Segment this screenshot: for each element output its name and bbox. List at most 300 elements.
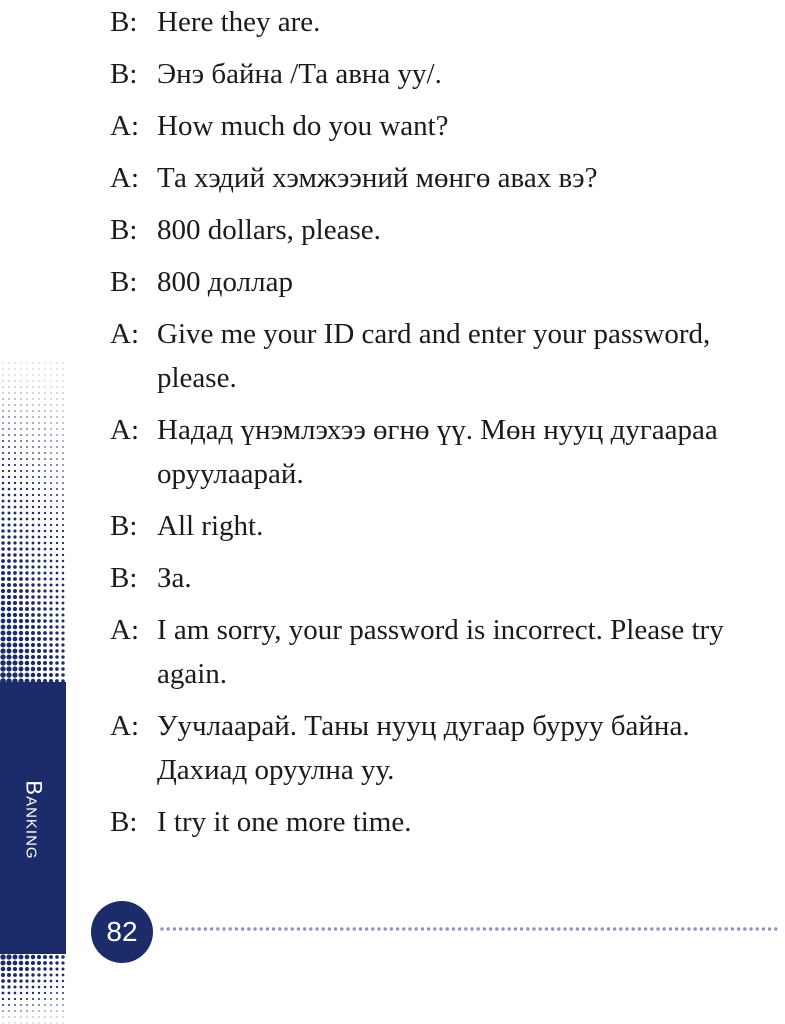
halftone-dot [62, 968, 65, 971]
halftone-dot [63, 399, 64, 400]
halftone-dot [21, 381, 22, 382]
halftone-dot [8, 506, 11, 509]
halftone-dot [8, 404, 9, 405]
halftone-dot [63, 1017, 64, 1018]
halftone-dot [57, 387, 58, 388]
halftone-dot [25, 589, 29, 593]
speaker-label: A: [110, 110, 139, 142]
halftone-dot [32, 398, 33, 399]
rule-dot [594, 927, 597, 930]
halftone-dot [25, 613, 29, 617]
dialogue-line [110, 408, 760, 496]
halftone-dot [43, 637, 47, 641]
line-text: Here they are. [157, 6, 321, 38]
halftone-dot [9, 375, 10, 376]
rule-dot [229, 927, 232, 930]
halftone-dot [13, 535, 16, 538]
rule-dot [322, 927, 325, 930]
halftone-dot [20, 422, 21, 423]
halftone-dot [25, 583, 29, 587]
halftone-dot [37, 973, 40, 976]
rule-dot [272, 927, 275, 930]
halftone-dot [44, 398, 45, 399]
halftone-dot [57, 1023, 58, 1024]
rule-dot [216, 927, 219, 930]
halftone-dot [8, 494, 11, 497]
halftone-dot [20, 446, 22, 448]
halftone-dot [15, 369, 16, 370]
halftone-dot [50, 986, 52, 988]
halftone-dot [38, 548, 41, 551]
halftone-dot [32, 434, 34, 436]
line-text: Надад үнэмлэхээ өгнө үү. Мөн нууц дугаараа оруулаарай. [157, 414, 718, 490]
halftone-dot [32, 416, 33, 417]
halftone-dot [21, 387, 22, 388]
halftone-dot [63, 393, 64, 394]
halftone-dot [25, 565, 28, 568]
halftone-dot [25, 649, 29, 653]
halftone-dot [50, 560, 53, 563]
halftone-dot [45, 393, 46, 394]
halftone-dot [62, 974, 65, 977]
line-text: How much do you want? [157, 110, 449, 142]
halftone-dot [43, 661, 47, 665]
halftone-dot [31, 613, 35, 617]
halftone-dot [57, 393, 58, 394]
halftone-dot [2, 404, 3, 405]
rule-dot [241, 927, 244, 930]
halftone-dot [62, 416, 63, 417]
halftone-dot [15, 363, 16, 364]
halftone-dot [55, 631, 58, 634]
halftone-dot [37, 631, 41, 635]
rule-dot [309, 927, 312, 930]
halftone-dot [44, 428, 45, 429]
speaker-label: B: [110, 510, 138, 542]
halftone-dot [2, 386, 3, 387]
halftone-dot [38, 560, 41, 563]
halftone-dot [55, 667, 59, 671]
halftone-dot [32, 482, 34, 484]
halftone-dot [56, 422, 57, 423]
line-text: Give me your ID card and enter your password, please. [157, 318, 711, 394]
section-label-text: Banking [22, 780, 47, 860]
halftone-dot [13, 979, 16, 982]
halftone-dot [0, 648, 5, 653]
rule-dot [464, 927, 467, 930]
halftone-dot [62, 506, 64, 508]
halftone-dot [44, 500, 46, 502]
halftone-dot [44, 410, 45, 411]
rule-dot [700, 927, 703, 930]
halftone-dot [8, 458, 10, 460]
halftone-dot [56, 980, 59, 983]
halftone-dot [44, 464, 46, 466]
halftone-dot [7, 571, 11, 575]
rule-dot [501, 927, 504, 930]
halftone-dot [38, 542, 41, 545]
halftone-dot [26, 1016, 27, 1017]
halftone-dot [8, 464, 10, 466]
section-label [14, 770, 54, 870]
halftone-dot [38, 986, 41, 989]
halftone-dot [27, 363, 28, 364]
halftone-dot [7, 595, 11, 599]
halftone-dot [26, 524, 29, 527]
halftone-dot [13, 649, 18, 654]
halftone-dot [38, 494, 40, 496]
halftone-dot [19, 955, 24, 960]
halftone-dot [37, 955, 41, 959]
halftone-dot [32, 446, 34, 448]
halftone-dot [20, 470, 22, 472]
rule-dot [359, 927, 362, 930]
halftone-dot [38, 536, 41, 539]
halftone-dot [13, 595, 17, 599]
halftone-dot [44, 416, 45, 417]
halftone-dot [13, 583, 17, 587]
halftone-dot [56, 566, 59, 569]
halftone-dot [57, 1017, 58, 1018]
halftone-dot [62, 476, 64, 478]
halftone-dot [3, 369, 4, 370]
rule-dot [570, 927, 573, 930]
halftone-dot [8, 446, 10, 448]
halftone-dot [44, 404, 45, 405]
halftone-dot [49, 667, 53, 671]
halftone-dot [26, 518, 29, 521]
halftone-dot [56, 590, 59, 593]
halftone-dot [7, 607, 11, 611]
halftone-dot [38, 554, 41, 557]
rule-dot [384, 927, 387, 930]
halftone-dot [14, 524, 17, 527]
halftone-dot [32, 530, 35, 533]
halftone-dot [3, 1023, 4, 1024]
halftone-dot [56, 554, 59, 557]
rule-dot [520, 927, 523, 930]
halftone-dot [25, 967, 29, 971]
dialogue-line [110, 504, 760, 548]
halftone-dot [62, 440, 63, 441]
halftone-dot [62, 560, 64, 562]
halftone-dot [56, 602, 59, 605]
halftone-dot [44, 542, 47, 545]
halftone-dot [57, 375, 58, 376]
rule-dot [160, 927, 163, 930]
halftone-dot [56, 488, 58, 490]
halftone-dot [2, 494, 5, 497]
halftone-dot [38, 980, 41, 983]
rule-dot [638, 927, 641, 930]
halftone-dot [6, 654, 11, 659]
halftone-dot [1, 613, 6, 618]
halftone-dot [38, 458, 40, 460]
halftone-dot [44, 986, 47, 989]
halftone-dot [25, 973, 29, 977]
halftone-dot [19, 967, 23, 971]
halftone-dot [14, 422, 16, 424]
halftone-dot [13, 637, 18, 642]
halftone-dot [1, 559, 5, 563]
halftone-dot [62, 422, 63, 423]
halftone-dot [43, 967, 46, 970]
rule-dot [613, 927, 616, 930]
halftone-dot [32, 392, 33, 393]
halftone-dot [32, 992, 34, 994]
halftone-dot [56, 410, 57, 411]
halftone-dot [14, 482, 16, 484]
rule-dot [346, 927, 349, 930]
halftone-dot [62, 596, 65, 599]
halftone-dot [50, 1010, 51, 1011]
halftone-dot [19, 655, 24, 660]
halftone-dots-bottom [0, 954, 66, 1024]
halftone-dot [27, 387, 28, 388]
halftone-dot [62, 470, 64, 472]
halftone-dot [13, 565, 17, 569]
rule-dot [297, 927, 300, 930]
halftone-dot [38, 992, 40, 994]
halftone-dot [32, 986, 35, 989]
halftone-dot [14, 416, 15, 417]
halftone-dot [13, 631, 18, 636]
halftone-dot [14, 434, 16, 436]
halftone-dot [20, 992, 23, 995]
halftone-dot [14, 470, 16, 472]
rule-dot [353, 927, 356, 930]
halftone-dot [19, 583, 23, 587]
halftone-dot [7, 625, 12, 630]
halftone-dot [1, 547, 5, 551]
halftone-dot [2, 998, 4, 1000]
halftone-dot [7, 613, 11, 617]
halftone-dot [50, 548, 53, 551]
halftone-dot [45, 363, 46, 364]
halftone-dot [25, 547, 28, 550]
halftone-dot [49, 967, 52, 970]
halftone-dot [39, 393, 40, 394]
halftone-dot [43, 595, 46, 598]
halftone-dot [13, 613, 17, 617]
halftone-dot [39, 387, 40, 388]
halftone-dot [26, 470, 28, 472]
halftone-dot [38, 518, 40, 520]
halftone-dot [21, 363, 22, 364]
halftone-dot [50, 974, 53, 977]
rule-dot [179, 927, 182, 930]
halftone-dot [25, 625, 29, 629]
halftone-dot [20, 500, 23, 503]
halftone-dot [38, 446, 40, 448]
halftone-dot [19, 565, 22, 568]
dialogue-line [110, 704, 760, 792]
rule-dot [539, 927, 542, 930]
halftone-dot [62, 404, 63, 405]
halftone-dot [8, 470, 10, 472]
halftone-dot [61, 673, 65, 677]
halftone-dot [19, 667, 24, 672]
halftone-dot [49, 631, 52, 634]
halftone-dot [57, 363, 58, 364]
dotted-rule [160, 926, 780, 932]
halftone-dot [56, 482, 58, 484]
halftone-dot [56, 986, 58, 988]
halftone-dot [25, 955, 30, 960]
halftone-dot [32, 476, 34, 478]
halftone-dot [7, 565, 11, 569]
halftone-dot [26, 434, 28, 436]
rule-dot [483, 927, 486, 930]
halftone-dot [38, 416, 39, 417]
halftone-dot [51, 375, 52, 376]
halftone-dot [43, 613, 46, 616]
halftone-dot [26, 500, 28, 502]
rule-dot [681, 927, 684, 930]
halftone-dot [19, 541, 22, 544]
halftone-dot [49, 613, 52, 616]
halftone-dot [1, 973, 5, 977]
rule-dot [563, 927, 566, 930]
rule-dot [718, 927, 721, 930]
halftone-dot [25, 961, 29, 965]
halftone-dot [55, 643, 58, 646]
halftone-dot [2, 1016, 3, 1017]
rule-dot [663, 927, 666, 930]
halftone-dot [20, 1016, 21, 1017]
halftone-dot [37, 655, 41, 659]
halftone-dot [50, 488, 52, 490]
halftone-dot [2, 506, 5, 509]
halftone-dot [13, 619, 17, 623]
halftone-dot [56, 500, 58, 502]
halftone-dot [49, 955, 53, 959]
halftone-dot [32, 998, 34, 1000]
rule-dot [588, 927, 591, 930]
halftone-dot [37, 643, 41, 647]
dialogue [110, 0, 760, 852]
halftone-dot [43, 673, 47, 677]
halftone-dot [1, 979, 5, 983]
rule-dot [303, 927, 306, 930]
rule-dot [495, 927, 498, 930]
rule-dot [706, 927, 709, 930]
halftone-dot [14, 1016, 15, 1017]
halftone-dot [33, 1023, 34, 1024]
halftone-dot [14, 992, 17, 995]
halftone-dot [7, 619, 12, 624]
halftone-dot [37, 673, 41, 677]
speaker-label: A: [110, 162, 139, 194]
rule-dot [334, 927, 337, 930]
halftone-dot [38, 428, 39, 429]
halftone-dot [7, 985, 10, 988]
halftone-dot [31, 673, 36, 678]
halftone-dot [15, 375, 16, 376]
halftone-dot [38, 476, 40, 478]
halftone-dot [43, 631, 47, 635]
halftone-dot [62, 446, 63, 447]
halftone-dot [25, 637, 29, 641]
rule-dot [278, 927, 281, 930]
halftone-dot [32, 488, 34, 490]
halftone-dot [56, 524, 58, 526]
halftone-dot [31, 649, 35, 653]
halftone-dot [7, 547, 10, 550]
halftone-dot [8, 452, 10, 454]
halftone-dot [39, 381, 40, 382]
halftone-dot [55, 661, 59, 665]
halftone-dot [49, 601, 52, 604]
halftone-dot [8, 440, 10, 442]
halftone-dot [31, 973, 34, 976]
halftone-dot [1, 577, 5, 581]
halftone-dot [55, 607, 58, 610]
halftone-dot [50, 452, 52, 454]
halftone-dot [43, 607, 46, 610]
halftone-dot [32, 542, 35, 545]
halftone-dot [62, 536, 64, 538]
halftone-dot [7, 529, 10, 532]
line-text: Энэ байна /Та авна уу/. [157, 58, 442, 90]
halftone-dot [50, 464, 52, 466]
halftone-dot [43, 583, 46, 586]
halftone-dot [13, 529, 16, 532]
halftone-dot [50, 458, 52, 460]
rule-dot [439, 927, 442, 930]
halftone-dot [55, 955, 59, 959]
halftone-dot [2, 464, 4, 466]
line-text: Уучлаарай. Таны нууц дугаар буруу байна. Дахиад оруулна уу. [157, 710, 690, 786]
halftone-dot [38, 530, 41, 533]
halftone-dot [62, 464, 64, 466]
halftone-dot [49, 637, 53, 641]
halftone-dot [56, 470, 58, 472]
halftone-dot [20, 464, 22, 466]
halftone-dot [63, 387, 64, 388]
halftone-dot [19, 547, 22, 550]
halftone-dot [14, 440, 16, 442]
halftone-dot [8, 416, 9, 417]
halftone-dot [13, 607, 17, 611]
halftone-dot [33, 1017, 34, 1018]
rule-dot [768, 927, 771, 930]
rule-dot [377, 927, 380, 930]
halftone-dot [44, 992, 46, 994]
halftone-dot [14, 488, 16, 490]
halftone-dot [1, 595, 5, 599]
halftone-dot [20, 440, 22, 442]
halftone-dot [37, 667, 41, 671]
halftone-dot [19, 559, 22, 562]
halftone-dot [62, 554, 64, 556]
halftone-dot [13, 973, 17, 977]
dialogue-line [110, 52, 760, 96]
rule-dot [619, 927, 622, 930]
halftone-dot [37, 637, 41, 641]
halftone-dot [19, 553, 22, 556]
speaker-label: A: [110, 414, 139, 446]
rule-dot [749, 927, 752, 930]
halftone-dot [19, 571, 23, 575]
dialogue-line [110, 104, 760, 148]
halftone-dot [38, 488, 40, 490]
halftone-dot [37, 961, 41, 965]
rule-dot [625, 927, 628, 930]
halftone-dot [26, 452, 28, 454]
halftone-dot [56, 974, 59, 977]
halftone-dot [3, 375, 4, 376]
